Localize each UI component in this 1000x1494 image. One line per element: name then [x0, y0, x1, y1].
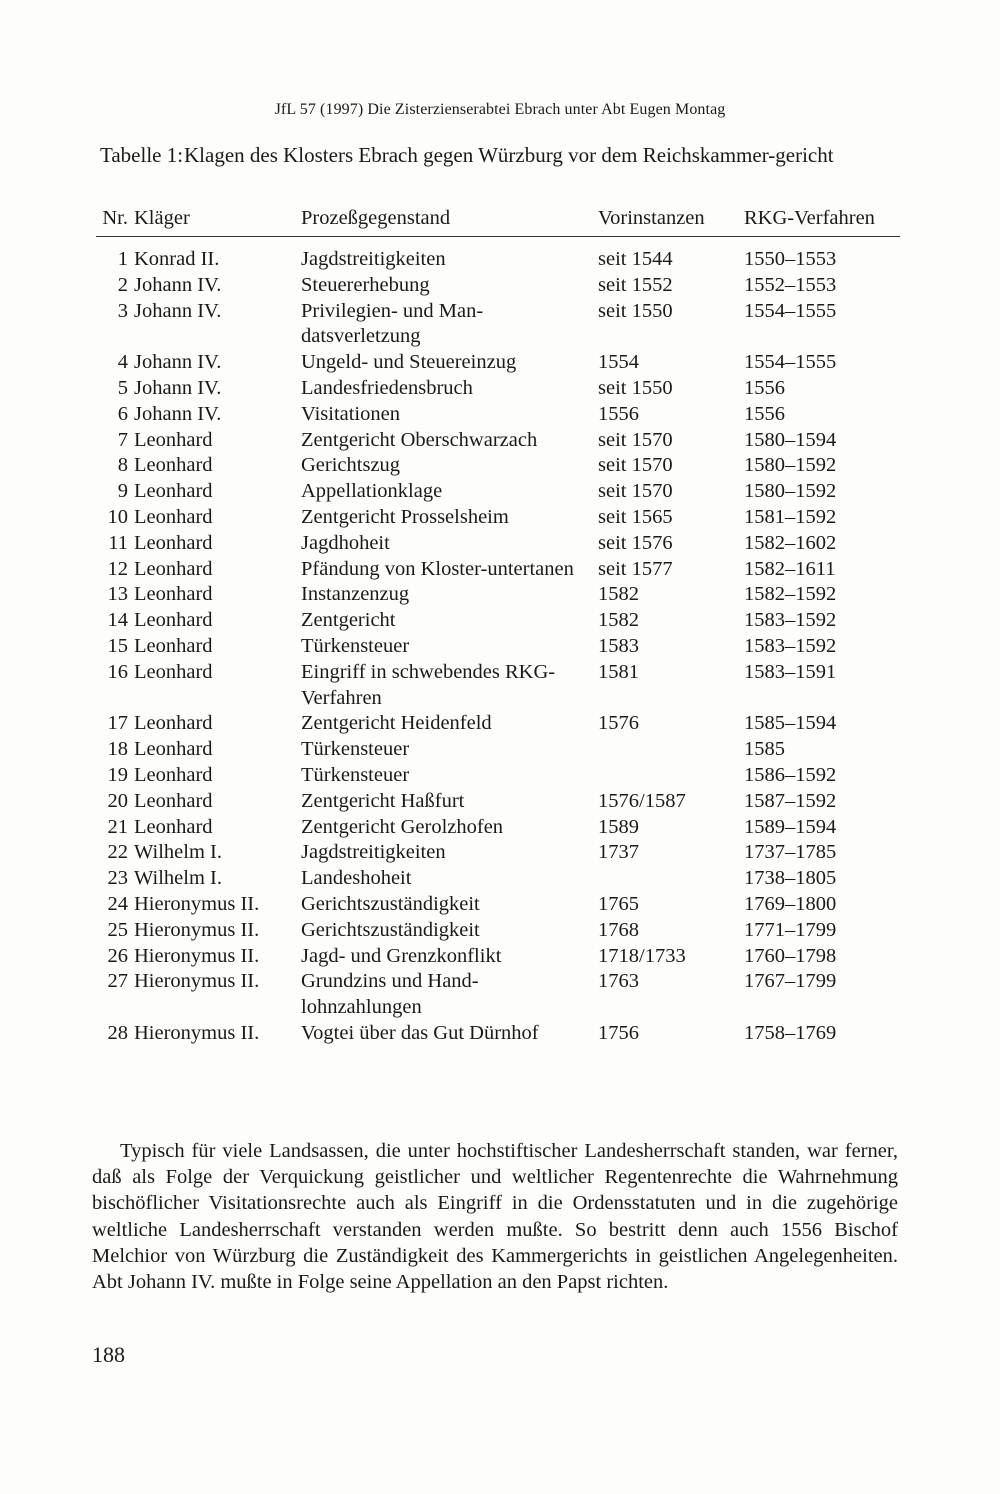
cell-prozessgegenstand: Instanzenzug — [301, 583, 410, 606]
cell-vorinstanzen: seit 1552 — [598, 273, 673, 296]
table-caption — [100, 142, 900, 168]
cell-klaeger: Leonhard — [134, 738, 213, 761]
cell-klaeger: Johann IV. — [134, 299, 222, 322]
cell-rkg-verfahren: 1586–1592 — [744, 763, 837, 786]
cell-rkg-verfahren: 1583–1591 — [744, 660, 837, 683]
cell-nr: 25 — [107, 918, 128, 941]
cell-vorinstanzen: 1582 — [598, 609, 639, 632]
cell-rkg-verfahren: 1738–1805 — [744, 867, 837, 890]
table-row — [96, 969, 900, 1021]
cell-prozessgegenstand: Landeshoheit — [301, 867, 412, 890]
cell-klaeger: Wilhelm I. — [134, 867, 222, 890]
table-row — [96, 892, 900, 918]
cell-prozessgegenstand: Eingriff in schwebendes RKG-Verfahren — [301, 660, 556, 709]
cell-vorinstanzen: 1763 — [598, 970, 639, 993]
cell-rkg-verfahren: 1767–1799 — [744, 970, 837, 993]
cell-rkg-verfahren: 1550–1553 — [744, 248, 837, 270]
table-row — [96, 479, 900, 505]
cell-vorinstanzen: 1765 — [598, 892, 639, 915]
table-row — [96, 428, 900, 454]
cell-rkg-verfahren: 1580–1594 — [744, 428, 837, 451]
cell-prozessgegenstand: Gerichtszug — [301, 454, 401, 477]
cell-rkg-verfahren: 1737–1785 — [744, 841, 837, 864]
cell-rkg-verfahren: 1554–1555 — [744, 351, 837, 374]
cell-rkg-verfahren: 1589–1594 — [744, 815, 837, 838]
cell-vorinstanzen: 1581 — [598, 660, 639, 683]
cell-prozessgegenstand: Zentgericht Haßfurt — [301, 789, 465, 812]
table-row — [96, 582, 900, 608]
table-row — [96, 840, 900, 866]
cell-vorinstanzen — [598, 737, 744, 763]
table-row — [96, 944, 900, 970]
cell-vorinstanzen — [598, 763, 744, 789]
page-number: 188 — [92, 1342, 125, 1367]
cell-rkg-verfahren: 1585 — [744, 738, 785, 761]
cell-nr: 9 — [117, 480, 128, 503]
cell-nr: 22 — [107, 841, 128, 864]
cell-rkg-verfahren: 1580–1592 — [744, 480, 837, 503]
cell-klaeger: Hieronymus II. — [134, 970, 260, 993]
cell-vorinstanzen: 1756 — [598, 1021, 639, 1044]
cell-rkg-verfahren: 1758–1769 — [744, 1021, 837, 1044]
cell-prozessgegenstand: Jagd- und Grenzkonflikt — [301, 944, 502, 967]
cell-klaeger: Hieronymus II. — [134, 892, 260, 915]
cell-klaeger: Leonhard — [134, 712, 213, 735]
table-row — [96, 237, 900, 273]
header-rkg-verfahren: RKG-Verfahren — [744, 207, 875, 229]
cell-rkg-verfahren: 1585–1594 — [744, 712, 837, 735]
cell-prozessgegenstand: Türkensteuer — [301, 634, 410, 657]
cell-vorinstanzen: seit 1565 — [598, 505, 673, 528]
cell-klaeger: Leonhard — [134, 480, 213, 503]
cell-vorinstanzen: seit 1570 — [598, 428, 673, 451]
cell-vorinstanzen: seit 1544 — [598, 248, 673, 270]
table-row — [96, 763, 900, 789]
cell-prozessgegenstand: Türkensteuer — [301, 738, 410, 761]
table-row — [96, 299, 900, 351]
cell-klaeger: Leonhard — [134, 531, 213, 554]
table-row — [96, 531, 900, 557]
cell-nr: 19 — [107, 763, 128, 786]
cell-rkg-verfahren: 1554–1555 — [744, 299, 837, 322]
body-paragraph: Typisch für viele Landsassen, die unter hochstiftischer Landesherrschaft standen, war ferner, daß als Folge der Verquickung geistlicher und weltlicher Regentenrechte die Wahrnehmung bischöflicher Visitationsrechte auch als Eingriff in die Ordensstatuten und in die zugehörige weltliche Landesherrschaft verstanden werden mußte. So bestritt denn auch 1556 Bischof Melchior von Würzburg die Zuständigkeit des Kammergerichts in geistlichen Angelegenheiten. Abt Johann IV. mußte in Folge seine Appellation an den Papst richten. — [92, 1140, 898, 1294]
cell-prozessgegenstand: Pfändung von Kloster-untertanen — [301, 557, 574, 580]
table-row — [96, 453, 900, 479]
cell-nr: 10 — [107, 505, 128, 528]
cell-prozessgegenstand: Zentgericht — [301, 609, 396, 632]
cell-vorinstanzen — [598, 866, 744, 892]
cell-vorinstanzen: seit 1550 — [598, 376, 673, 399]
cell-prozessgegenstand: Privilegien- und Man-datsverletzung — [301, 299, 484, 348]
cell-klaeger: Leonhard — [134, 505, 213, 528]
table-row — [96, 505, 900, 531]
cell-nr: 14 — [107, 609, 128, 632]
header-vorinstanzen: Vorinstanzen — [598, 207, 705, 229]
cell-nr: 4 — [117, 351, 128, 374]
cell-vorinstanzen: 1576/1587 — [598, 789, 686, 812]
cell-prozessgegenstand: Appellationklage — [301, 480, 443, 503]
cell-klaeger: Leonhard — [134, 815, 213, 838]
cell-nr: 2 — [117, 273, 128, 296]
cell-rkg-verfahren: 1552–1553 — [744, 273, 837, 296]
table-row — [96, 789, 900, 815]
cell-rkg-verfahren: 1582–1592 — [744, 583, 837, 606]
cell-prozessgegenstand: Ungeld- und Steuereinzug — [301, 351, 517, 374]
table-container — [96, 204, 900, 1047]
table-row — [96, 350, 900, 376]
cell-nr: 18 — [107, 738, 128, 761]
cell-vorinstanzen: 1589 — [598, 815, 639, 838]
cell-rkg-verfahren: 1760–1798 — [744, 944, 837, 967]
cell-nr: 20 — [107, 789, 128, 812]
table-row — [96, 376, 900, 402]
cell-klaeger: Leonhard — [134, 763, 213, 786]
table-row — [96, 737, 900, 763]
cell-klaeger: Wilhelm I. — [134, 841, 222, 864]
caption-label: Tabelle 1: — [100, 143, 184, 167]
table-body — [96, 237, 900, 1047]
cell-klaeger: Johann IV. — [134, 351, 222, 374]
cell-nr: 27 — [107, 970, 128, 993]
cell-rkg-verfahren: 1582–1602 — [744, 531, 837, 554]
running-head: JfL 57 (1997) Die Zisterzienserabtei Ebrach unter Abt Eugen Montag — [274, 101, 726, 118]
cell-klaeger: Hieronymus II. — [134, 1021, 260, 1044]
cell-nr: 21 — [107, 815, 128, 838]
cell-nr: 12 — [107, 557, 128, 580]
cell-rkg-verfahren: 1581–1592 — [744, 505, 837, 528]
cell-rkg-verfahren: 1582–1611 — [744, 557, 836, 580]
cell-prozessgegenstand: Jagdstreitigkeiten — [301, 841, 446, 864]
cell-nr: 15 — [107, 634, 128, 657]
cell-vorinstanzen: 1768 — [598, 918, 639, 941]
cell-klaeger: Johann IV. — [134, 376, 222, 399]
cell-rkg-verfahren: 1583–1592 — [744, 634, 837, 657]
cell-nr: 1 — [117, 248, 128, 270]
table-row — [96, 273, 900, 299]
cell-rkg-verfahren: 1580–1592 — [744, 454, 837, 477]
cell-nr: 23 — [107, 867, 128, 890]
cell-prozessgegenstand: Gerichtszuständigkeit — [301, 892, 480, 915]
cell-klaeger: Leonhard — [134, 634, 213, 657]
cell-klaeger: Johann IV. — [134, 273, 222, 296]
cell-nr: 16 — [107, 660, 128, 683]
cell-prozessgegenstand: Vogtei über das Gut Dürnhof — [301, 1021, 539, 1044]
cell-klaeger: Konrad II. — [134, 248, 220, 270]
cell-vorinstanzen: 1576 — [598, 712, 639, 735]
table-row — [96, 918, 900, 944]
cell-nr: 11 — [108, 531, 128, 554]
cell-klaeger: Hieronymus II. — [134, 918, 260, 941]
cell-nr: 17 — [107, 712, 128, 735]
cell-rkg-verfahren: 1769–1800 — [744, 892, 837, 915]
cell-prozessgegenstand: Zentgericht Heidenfeld — [301, 712, 492, 735]
table-row — [96, 634, 900, 660]
cell-vorinstanzen: 1556 — [598, 402, 639, 425]
table-row — [96, 866, 900, 892]
cell-prozessgegenstand: Grundzins und Hand-lohnzahlungen — [301, 970, 479, 1019]
cell-nr: 13 — [107, 583, 128, 606]
cell-klaeger: Leonhard — [134, 557, 213, 580]
header-klaeger: Kläger — [134, 207, 190, 229]
table-row — [96, 660, 900, 712]
cell-vorinstanzen: 1718/1733 — [598, 944, 686, 967]
cell-nr: 7 — [117, 428, 128, 451]
cell-prozessgegenstand: Jagdhoheit — [301, 531, 390, 554]
cell-vorinstanzen: 1737 — [598, 841, 639, 864]
cell-klaeger: Johann IV. — [134, 402, 222, 425]
cell-rkg-verfahren: 1556 — [744, 376, 785, 399]
table-header-row — [96, 204, 900, 237]
header-prozessgegenstand: Prozeßgegenstand — [301, 207, 451, 229]
cell-nr: 24 — [107, 892, 128, 915]
cell-rkg-verfahren: 1771–1799 — [744, 918, 837, 941]
table-row — [96, 1021, 900, 1047]
cell-prozessgegenstand: Zentgericht Oberschwarzach — [301, 428, 538, 451]
table-row — [96, 608, 900, 634]
caption-text: Klagen des Klosters Ebrach gegen Würzburg vor dem Reichskammer-gericht — [184, 143, 834, 167]
cell-klaeger: Leonhard — [134, 428, 213, 451]
cell-prozessgegenstand: Steuererhebung — [301, 273, 430, 296]
table-row — [96, 711, 900, 737]
cell-prozessgegenstand: Landesfriedensbruch — [301, 376, 473, 399]
cell-prozessgegenstand: Visitationen — [301, 402, 400, 425]
table-row — [96, 815, 900, 841]
header-nr: Nr. — [102, 207, 128, 229]
cell-rkg-verfahren: 1583–1592 — [744, 609, 837, 632]
cell-nr: 5 — [117, 376, 128, 399]
cell-rkg-verfahren: 1587–1592 — [744, 789, 837, 812]
cell-prozessgegenstand: Türkensteuer — [301, 763, 410, 786]
cell-klaeger: Leonhard — [134, 660, 213, 683]
cell-nr: 8 — [117, 454, 128, 477]
table-row — [96, 402, 900, 428]
cell-nr: 6 — [117, 402, 128, 425]
cell-klaeger: Leonhard — [134, 454, 213, 477]
cell-prozessgegenstand: Zentgericht Gerolzhofen — [301, 815, 504, 838]
cell-vorinstanzen: seit 1570 — [598, 454, 673, 477]
cell-klaeger: Leonhard — [134, 583, 213, 606]
cell-prozessgegenstand: Jagdstreitigkeiten — [301, 248, 446, 270]
cell-vorinstanzen: 1582 — [598, 583, 639, 606]
cell-vorinstanzen: seit 1550 — [598, 299, 673, 322]
table-row — [96, 557, 900, 583]
cell-nr: 26 — [107, 944, 128, 967]
cell-vorinstanzen: seit 1577 — [598, 557, 673, 580]
cell-nr: 3 — [117, 299, 128, 322]
cell-rkg-verfahren: 1556 — [744, 402, 785, 425]
lawsuit-table — [96, 204, 900, 1047]
cell-prozessgegenstand: Zentgericht Prosselsheim — [301, 505, 509, 528]
cell-vorinstanzen: seit 1570 — [598, 480, 673, 503]
cell-klaeger: Leonhard — [134, 609, 213, 632]
cell-vorinstanzen: 1583 — [598, 634, 639, 657]
cell-vorinstanzen: 1554 — [598, 351, 639, 374]
cell-klaeger: Hieronymus II. — [134, 944, 260, 967]
cell-prozessgegenstand: Gerichtszuständigkeit — [301, 918, 480, 941]
cell-vorinstanzen: seit 1576 — [598, 531, 673, 554]
cell-klaeger: Leonhard — [134, 789, 213, 812]
cell-nr: 28 — [107, 1021, 128, 1044]
